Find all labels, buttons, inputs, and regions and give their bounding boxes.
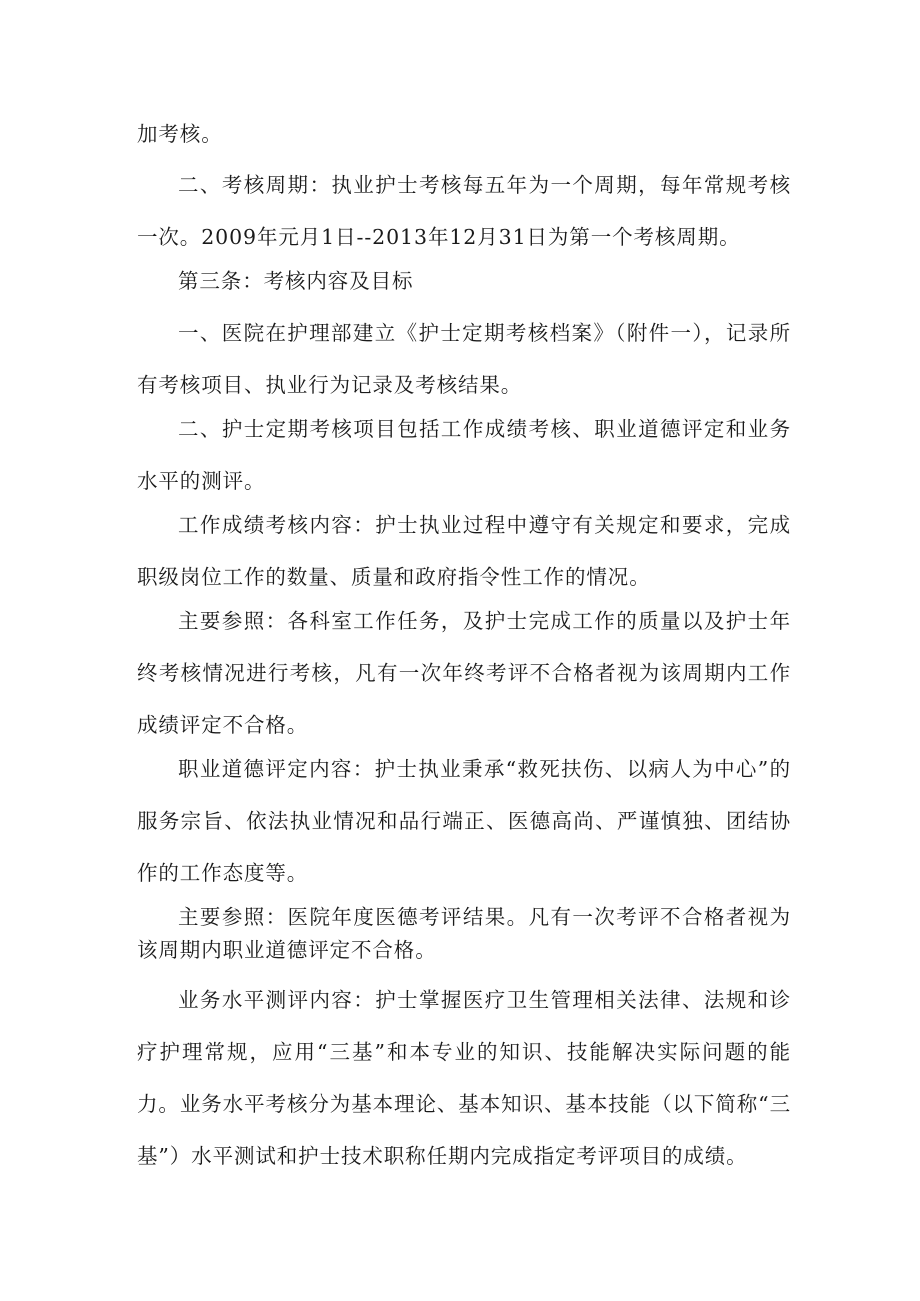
paragraph-professional-ethics-reference: 主要参照：医院年度医德考评结果。凡有一次考评不合格者视为该周期内职业道德评定不合格。 xyxy=(137,905,791,962)
paragraph-article-three-heading: 第三条：考核内容及目标 xyxy=(178,269,414,293)
paragraph-assessment-items: 二、护士定期考核项目包括工作成绩考核、职业道德评定和业务水平的测评。 xyxy=(137,417,791,493)
paragraph-assessment-archive: 一、医院在护理部建立《护士定期考核档案》（附件一），记录所有考核项目、执业行为记录及考核结果。 xyxy=(137,321,791,397)
paragraph-continuation: 加考核。 xyxy=(137,122,223,146)
paragraph-work-performance-content: 工作成绩考核内容：护士执业过程中遵守有关规定和要求，完成职级岗位工作的数量、质量和政府指令性工作的情况。 xyxy=(137,513,791,589)
paragraph-work-performance-reference: 主要参照：各科室工作任务，及护士完成工作的质量以及护士年终考核情况进行考核，凡有一次年终考评不合格者视为该周期内工作成绩评定不合格。 xyxy=(137,609,791,737)
paragraph-professional-level-content: 业务水平测评内容：护士掌握医疗卫生管理相关法律、法规和诊疗护理常规，应用“三基”和本专业的知识、技能解决实际问题的能力。业务水平考核分为基本理论、基本知识、基本技能（以下简称“三基”）水平测试和护士技术职称任期内完成指定考评项目的成绩。 xyxy=(137,988,791,1168)
paragraph-professional-ethics-content: 职业道德评定内容：护士执业秉承“救死扶伤、以病人为中心”的服务宗旨、依法执业情况和品行端正、医德高尚、严谨慎独、团结协作的工作态度等。 xyxy=(137,757,791,885)
paragraph-assessment-cycle: 二、考核周期：执业护士考核每五年为一个周期，每年常规考核一次。2009年元月1日--2013年12月31日为第一个考核周期。 xyxy=(137,173,791,249)
